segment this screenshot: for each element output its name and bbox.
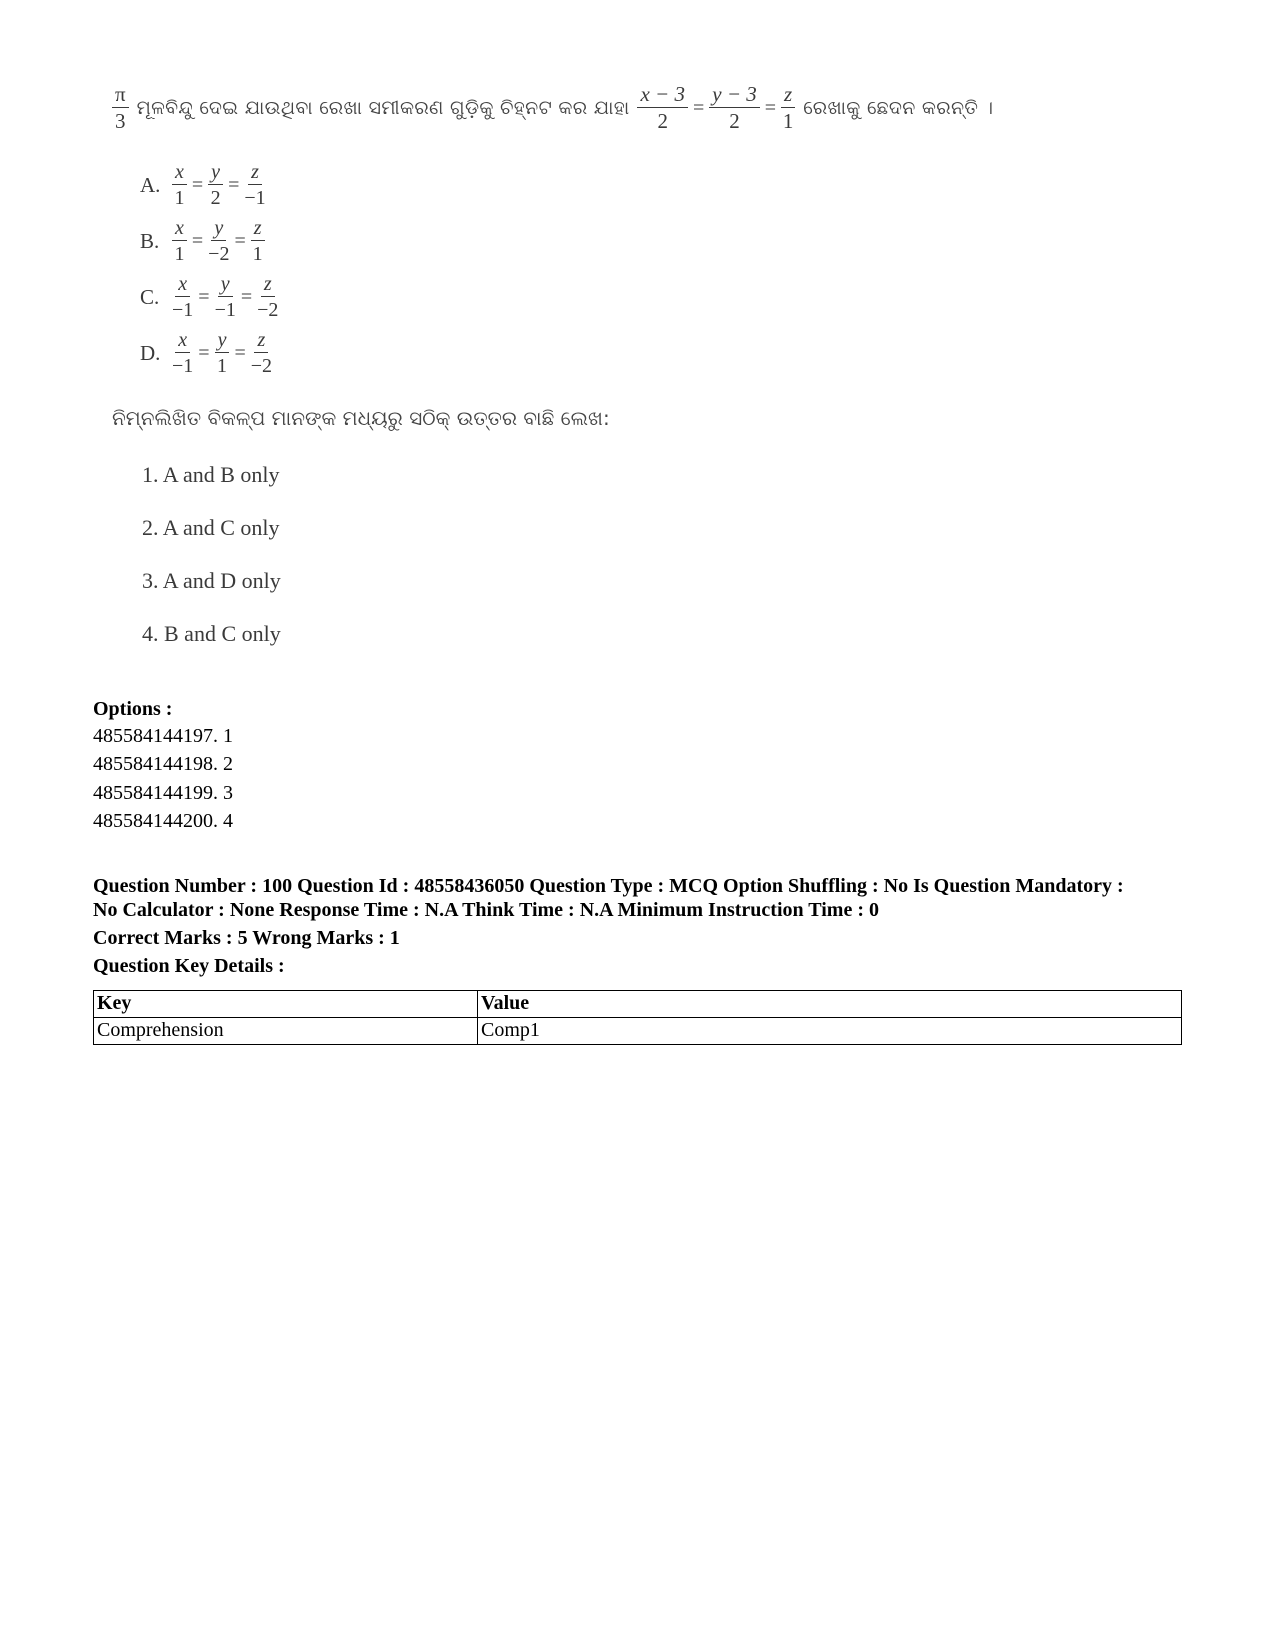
option-d: D. $\frac{x}{-1}$ = $\frac{y}{1}$ = $\frac{z}{-2}$ [140, 329, 273, 377]
table-cell-value: Comp1 [478, 1018, 1182, 1045]
line-fraction-x: $\frac{x - 3}{2}$ [637, 84, 688, 132]
question-image [110, 78, 1030, 668]
option-a: A. $\frac{x}{1}$ = $\frac{y}{2}$ = $\frac{z}{-1}$ [140, 161, 266, 209]
choice-4: 4. B and C only [142, 621, 281, 646]
option-id-4: 485584144200. 4 [93, 810, 233, 832]
stem-text-2: ରେଖାକୁ ଛେଦନ କରନ୍ତି । [803, 97, 994, 119]
table-header-value: Value [478, 991, 1182, 1018]
option-b: B. $\frac{x}{1}$ = $\frac{y}{-2}$ = $\frac{z}{1}$ [140, 217, 263, 265]
question-stem: $\frac{\pi}{3}$ ମୂଳବିନ୍ଦୁ ଦେଇ ଯାଉଥିବା ରେଖା ସମୀକରଣ ଗୁଡ଼ିକୁ ଚିହ୍ନଟ କର ଯାହା $\frac{x - 3}{2}$ = $\frac{y - 3}{2}$ = $\frac{z}{1}$ ରେଖାକୁ ଛେଦନ କରନ୍ତି । [110, 84, 999, 132]
question-meta-line-1: Question Number : 100 Question Id : 48558436050 Question Type : MCQ Option Shuffling : No Is Question Mandatory : [93, 875, 1124, 897]
options-heading: Options : [93, 698, 173, 720]
option-c: C. $\frac{x}{-1}$ = $\frac{y}{-1}$ = $\frac{z}{-2}$ [140, 273, 279, 321]
stem-text-1: ମୂଳବିନ୍ଦୁ ଦେଇ ଯାଉଥିବା ରେଖା ସମୀକରଣ ଗୁଡ଼ିକୁ ଚିହ୍ନଟ କର ଯାହା [136, 97, 630, 119]
table-header-row [94, 991, 1182, 1018]
key-details-table [93, 990, 1182, 1045]
option-id-2: 485584144198. 2 [93, 753, 233, 775]
line-fraction-y: $\frac{y - 3}{2}$ [709, 84, 760, 132]
instruction-text: ନିମ୍ନଲିଖିତ ବିକଳ୍ପ ମାନଙ୍କ ମଧ୍ୟରୁ ସଠିକ୍ ଉତ୍ତର ବାଛି ଲେଖ: [112, 406, 610, 430]
pi-over-3-fraction: $\frac{\pi}{3}$ [112, 84, 129, 132]
choice-2: 2. A and C only [142, 515, 280, 540]
marks-line: Correct Marks : 5 Wrong Marks : 1 [93, 927, 400, 949]
option-id-3: 485584144199. 3 [93, 782, 233, 804]
line-fraction-z: $\frac{z}{1}$ [782, 82, 794, 133]
table-cell-key: Comprehension [94, 1018, 478, 1045]
option-id-1: 485584144197. 1 [93, 725, 233, 747]
choice-1: 1. A and B only [142, 462, 280, 487]
question-meta-line-2: No Calculator : None Response Time : N.A Think Time : N.A Minimum Instruction Time : 0 [93, 899, 879, 921]
key-details-heading: Question Key Details : [93, 955, 285, 977]
choice-3: 3. A and D only [142, 568, 281, 593]
table-row [94, 1018, 1182, 1045]
table-header-key: Key [94, 991, 478, 1018]
